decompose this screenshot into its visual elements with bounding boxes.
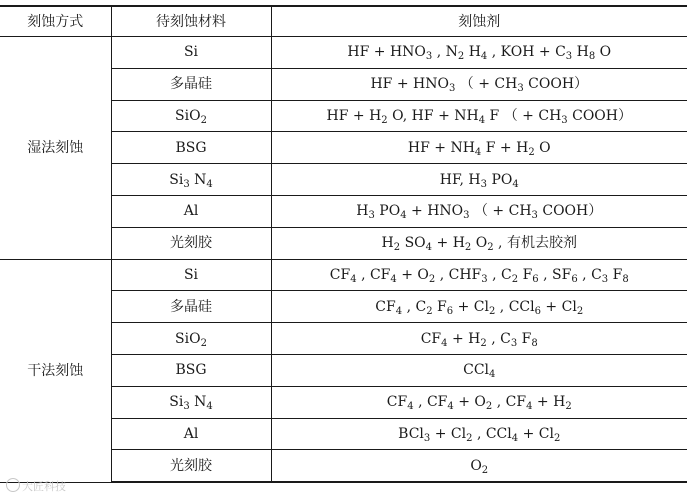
etchant-cell: HF + $HNO_3$ , $N_2$ $H_4$ , KOH + $C_3$ $H_8$ O	[271, 37, 687, 69]
material-cell: SiO$_2$	[111, 323, 271, 355]
material-cell: Al	[111, 195, 271, 227]
etchant-cell: $CF_4$ , $CF_4 + O_2$ , $CF_4 + H_2$	[271, 386, 687, 418]
etchant-cell: $CF_4 + H_2$ , $C_3$ $F_8$	[271, 323, 687, 355]
header-row	[0, 6, 687, 37]
watermark	[6, 478, 66, 494]
etchant-cell: $O_2$	[271, 450, 687, 482]
etchant-cell: $BCl_3 + Cl_2$ , $CCl_4 + Cl_2$	[271, 418, 687, 450]
table-body	[0, 37, 687, 483]
etchant-cell: $H_2$ $SO_4 + H_2$ $O_2$ , 有机去胶剂	[271, 227, 687, 259]
material-cell: BSG	[111, 354, 271, 386]
logo-icon	[6, 478, 20, 492]
watermark-text: 大匠科技	[22, 480, 66, 493]
material-cell: $Si_3$ $N_4$	[111, 164, 271, 196]
material-cell: Si	[111, 37, 271, 69]
etchant-cell: $CF_4$ , $C_2$ $F_6 + Cl_2$ , $CCl_6 + Cl_2$	[271, 291, 687, 323]
material-cell: 光刻胶	[111, 450, 271, 482]
etchant-cell: HF + $NH_4$ $F + H_2$ O	[271, 132, 687, 164]
table-row	[0, 37, 687, 69]
etchant-cell: HF, $H_3$ $PO_4$	[271, 164, 687, 196]
etchant-cell: $H_3$ $PO_4 + HNO_3$ （ + $CH_3$ COOH）	[271, 195, 687, 227]
method-cell: 湿法刻蚀	[0, 37, 111, 260]
header-method: 刻蚀方式	[0, 6, 111, 37]
material-cell: 光刻胶	[111, 227, 271, 259]
material-cell: BSG	[111, 132, 271, 164]
material-cell: Al	[111, 418, 271, 450]
etchant-cell: HF + $HNO_3$ （ + $CH_3$ COOH）	[271, 68, 687, 100]
header-etchant: 刻蚀剂	[271, 6, 687, 37]
header-material: 待刻蚀材料	[111, 6, 271, 37]
table-row	[0, 259, 687, 291]
material-cell: Si	[111, 259, 271, 291]
etchant-cell: HF + $H_2$ O, HF + $NH_4$ F （ + $CH_3$ COOH）	[271, 100, 687, 132]
material-cell: SiO$_2$	[111, 100, 271, 132]
etchant-cell: CCl$_4$	[271, 354, 687, 386]
material-cell: 多晶硅	[111, 68, 271, 100]
method-cell: 干法刻蚀	[0, 259, 111, 482]
material-cell: 多晶硅	[111, 291, 271, 323]
etching-table	[0, 5, 687, 483]
material-cell: $Si_3$ $N_4$	[111, 386, 271, 418]
etchant-cell: $CF_4$ , $CF_4 + O_2$ , $CHF_3$ , $C_2$ $F_6$ , $SF_6$ , $C_3$ $F_8$	[271, 259, 687, 291]
